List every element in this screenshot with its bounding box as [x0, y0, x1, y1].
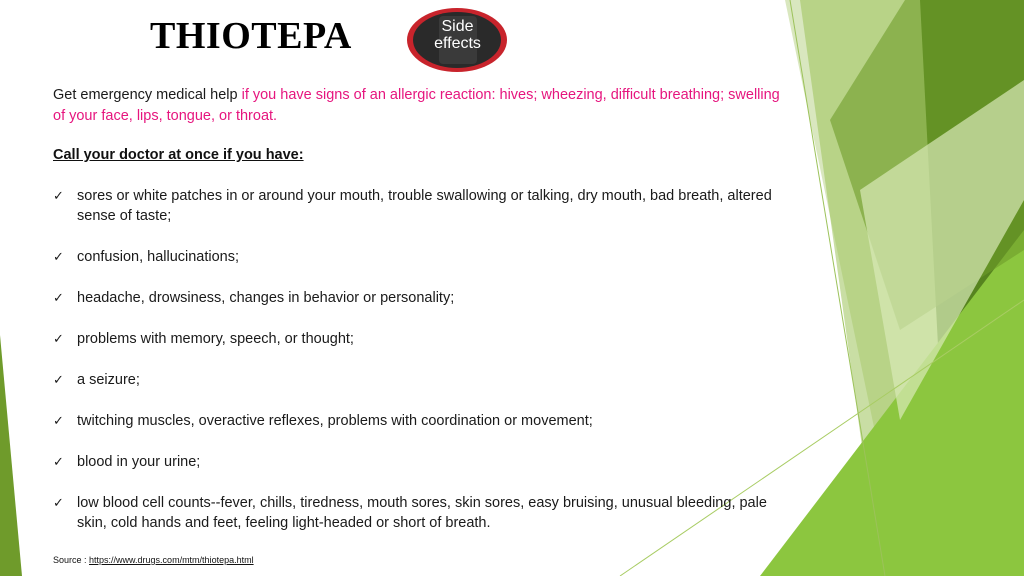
list-item: ✓ confusion, hallucinations;: [53, 249, 240, 265]
source-link[interactable]: https://www.drugs.com/mtm/thiotepa.html: [89, 555, 254, 565]
list-item: ✓ headache, drowsiness, changes in behavior or personality;: [53, 290, 455, 306]
checkmark-icon: ✓: [53, 495, 64, 510]
page-title: THIOTEPA: [150, 15, 352, 57]
list-item: ✓ problems with memory, speech, or thought;: [53, 331, 354, 347]
list-item: ✓ twitching muscles, overactive reflexes, problems with coordination or movement;: [53, 413, 593, 429]
checkmark-icon: ✓: [53, 454, 64, 469]
checkmark-icon: ✓: [53, 290, 64, 305]
list-item: ✓ sores or white patches in or around your mouth, trouble swallowing or talking, dry mouth, bad breath, altered sense of taste;: [53, 188, 772, 224]
list-item: ✓ low blood cell counts--fever, chills, tiredness, mouth sores, skin sores, easy bruising, unusual bleeding, pale skin, cold hands and feet, feeling light-headed or short of breath.: [53, 495, 767, 531]
checkmark-icon: ✓: [53, 249, 64, 264]
checkmark-icon: ✓: [53, 413, 64, 428]
source-label: Source :: [53, 555, 90, 565]
emergency-warning: [53, 85, 793, 127]
symptom-list: [53, 186, 798, 554]
intro-text: Get emergency medical help: [53, 87, 242, 103]
checkmark-icon: ✓: [53, 188, 64, 203]
call-doctor-heading: Call your doctor at once if you have:: [53, 147, 304, 163]
side-effects-badge: [405, 6, 510, 74]
list-item: ✓ a seizure;: [53, 372, 140, 388]
allergic-reaction-text: if you have signs of an allergic reaction: hives; wheezing, difficult breathing; swelling of your face, lips, tongue, or throat.: [53, 87, 780, 124]
badge-text: Side effects: [434, 18, 481, 52]
checkmark-icon: ✓: [53, 372, 64, 387]
source-citation: [53, 555, 254, 565]
list-item: ✓ blood in your urine;: [53, 454, 201, 470]
checkmark-icon: ✓: [53, 331, 64, 346]
